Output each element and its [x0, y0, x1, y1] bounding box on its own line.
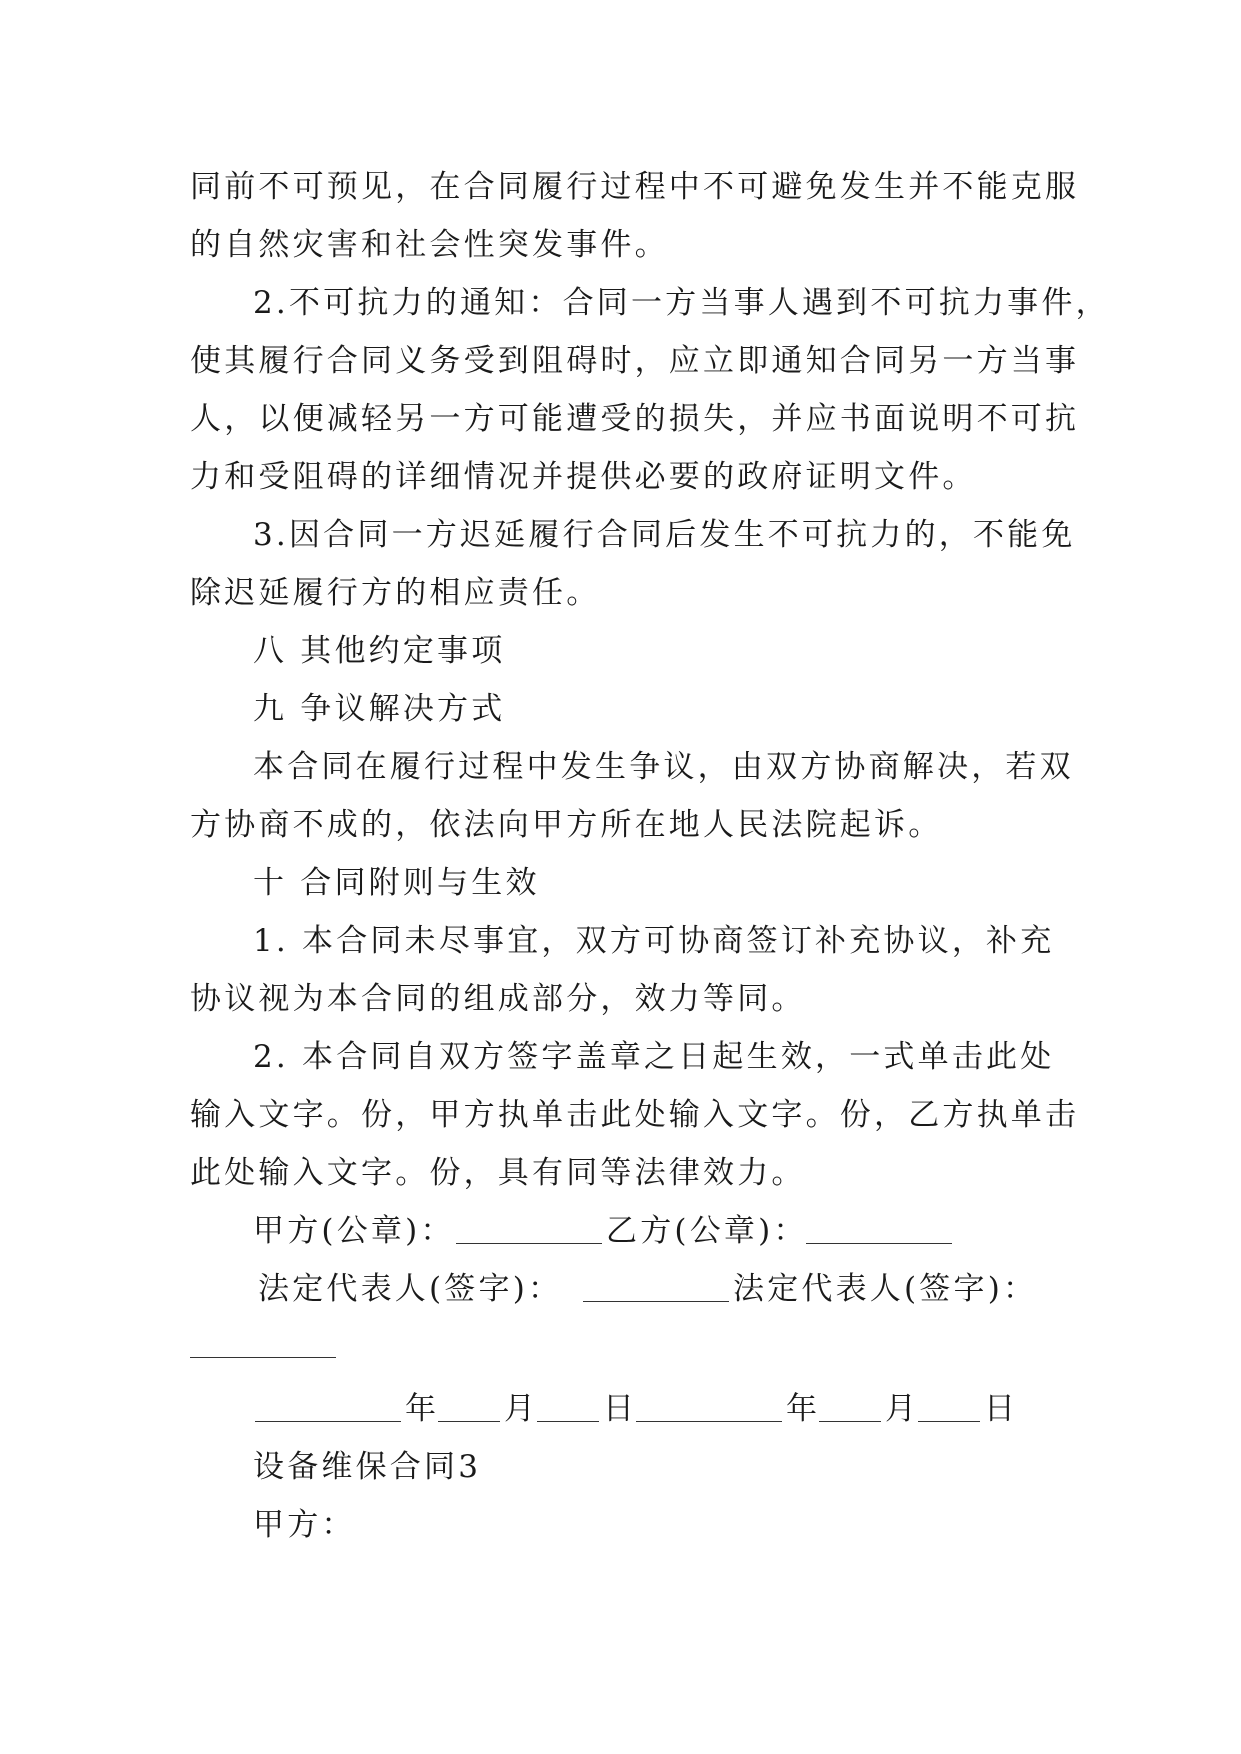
- paragraph-line: 输入文字。份，甲方执单击此处输入文字。份，乙方执单击: [190, 1097, 1080, 1133]
- party-b-day-blank: [918, 1421, 980, 1422]
- paragraph-line: 同前不可预见，在合同履行过程中不可避免发生并不能克服: [190, 169, 1080, 205]
- paragraph-line: 除迟延履行方的相应责任。: [190, 575, 601, 611]
- paragraph-line: 2. 本合同自双方签字盖章之日起生效，一式单击此处: [253, 1039, 1055, 1075]
- paragraph-line: 3.因合同一方迟延履行合同后发生不可抗力的，不能免: [253, 517, 1076, 553]
- party-a-representative-label: 法定代表人(签字)：: [258, 1271, 563, 1307]
- paragraph-line: 使其履行合同义务受到阻碍时，应立即通知合同另一方当事: [190, 343, 1080, 379]
- party-a-day-blank: [537, 1421, 599, 1422]
- paragraph-line: 的自然灾害和社会性突发事件。: [190, 227, 669, 263]
- party-b-representative-blank: [190, 1357, 336, 1358]
- party-a-representative-blank: [583, 1301, 729, 1302]
- party-a-label: 甲方：: [253, 1507, 356, 1543]
- party-b-representative-label: 法定代表人(签字)：: [733, 1271, 1038, 1307]
- day-label: 日: [603, 1391, 638, 1427]
- paragraph-line: 人，以便减轻另一方可能遭受的损失，并应书面说明不可抗: [190, 401, 1080, 437]
- year-label: 年: [786, 1391, 821, 1427]
- section-heading: 十 合同附则与生效: [253, 865, 540, 901]
- party-b-seal-blank: [806, 1243, 952, 1244]
- paragraph-line: 此处输入文字。份，具有同等法律效力。: [190, 1155, 806, 1191]
- section-heading: 八 其他约定事项: [253, 633, 506, 669]
- paragraph-line: 协议视为本合同的组成部分，效力等同。: [190, 981, 806, 1017]
- party-a-year-blank: [255, 1421, 401, 1422]
- party-a-seal-label: 甲方(公章)：: [253, 1213, 455, 1249]
- year-label: 年: [405, 1391, 440, 1427]
- month-label: 月: [885, 1391, 920, 1427]
- paragraph-line: 1. 本合同未尽事宜，双方可协商签订补充协议，补充: [253, 923, 1055, 959]
- party-a-month-blank: [438, 1421, 500, 1422]
- paragraph-line: 本合同在履行过程中发生争议，由双方协商解决，若双: [253, 749, 1074, 785]
- day-label: 日: [984, 1391, 1019, 1427]
- paragraph-line: 力和受阻碍的详细情况并提供必要的政府证明文件。: [190, 459, 977, 495]
- next-contract-title: 设备维保合同3: [253, 1449, 482, 1485]
- paragraph-line: 方协商不成的，依法向甲方所在地人民法院起诉。: [190, 807, 943, 843]
- section-heading: 九 争议解决方式: [253, 691, 506, 727]
- party-a-seal-blank: [456, 1243, 602, 1244]
- party-b-year-blank: [636, 1421, 782, 1422]
- party-b-month-blank: [819, 1421, 881, 1422]
- paragraph-line: 2.不可抗力的通知：合同一方当事人遇到不可抗力事件，: [253, 285, 1110, 321]
- party-b-seal-label: 乙方(公章)：: [606, 1213, 808, 1249]
- month-label: 月: [504, 1391, 539, 1427]
